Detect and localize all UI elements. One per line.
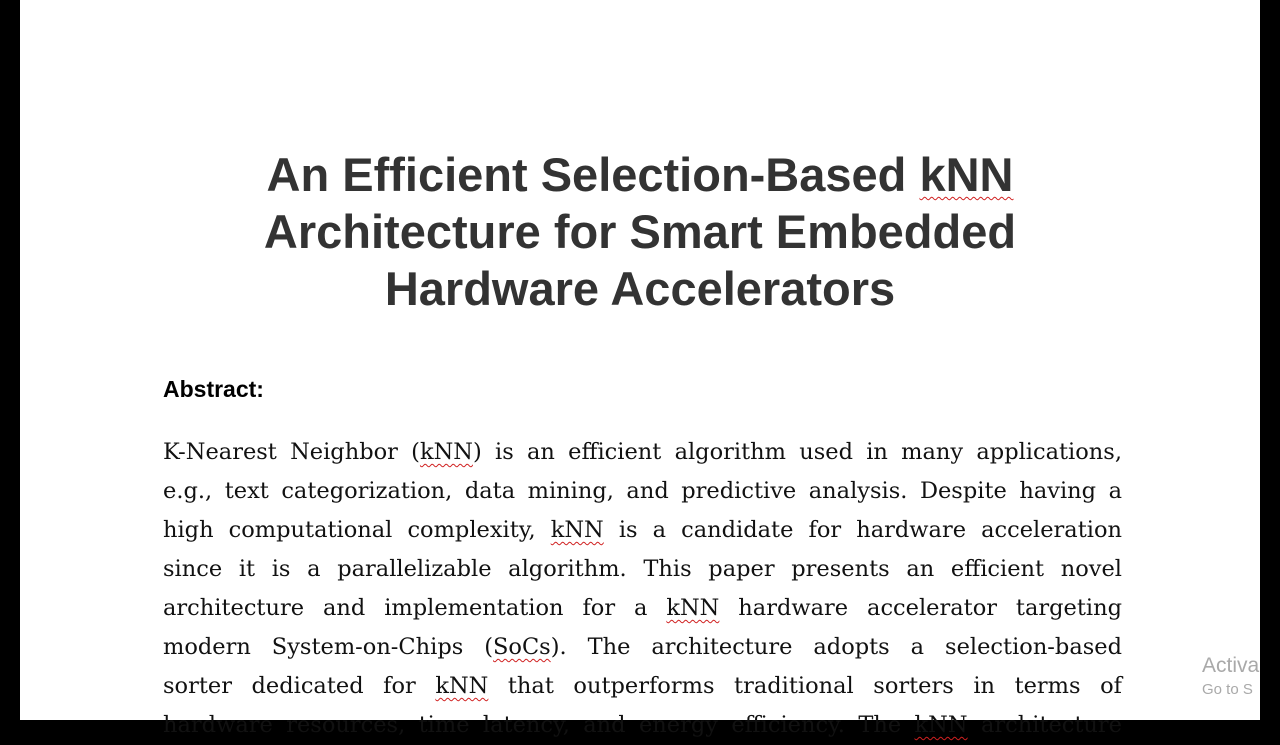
document-page xyxy=(20,0,1260,738)
title-line-3: Hardware Accelerators xyxy=(384,262,896,315)
spellcheck-word: kNN xyxy=(435,673,489,699)
watermark-line-2: Go to S xyxy=(1202,681,1253,698)
document-title xyxy=(20,146,1260,317)
title-line-1-text: An Efficient Selection-Based kNN xyxy=(266,148,1014,201)
abstract-line-1: K-Nearest Neighbor (kNN) is an efficient algorithm used in many applications, xyxy=(163,439,1122,465)
abstract-body xyxy=(163,433,1122,745)
abstract-line-2: e.g., text categorization, data mining, and predictive analysis. Despite having a xyxy=(163,478,1122,504)
abstract-line-4: since it is a parallelizable algorithm. This paper presents an efficient novel xyxy=(163,556,1122,582)
abstract-line-6: modern System-on-Chips (SoCs). The architecture adopts a selection-based xyxy=(163,634,1122,660)
abstract-heading: Abstract: xyxy=(163,376,264,402)
spellcheck-word: kNN xyxy=(666,595,720,621)
spellcheck-word: kNN xyxy=(914,712,968,738)
abstract-line-7: sorter dedicated for kNN that outperforms traditional sorters in terms of xyxy=(163,673,1122,699)
watermark-line-1: Activa xyxy=(1202,654,1260,677)
title-line-1 xyxy=(20,146,1260,203)
abstract-line-8: hardware resources, time latency, and energy efficiency. The kNN architecture xyxy=(163,712,1122,738)
spellcheck-word: kNN xyxy=(550,517,604,543)
title-line-2: Architecture for Smart Embedded xyxy=(263,205,1017,258)
spellcheck-word: kNN xyxy=(919,148,1014,201)
spellcheck-word: SoCs xyxy=(493,634,551,660)
abstract-line-3: high computational complexity, kNN is a candidate for hardware acceleration xyxy=(163,517,1122,543)
spellcheck-word: kNN xyxy=(419,439,473,465)
abstract-line-5: architecture and implementation for a kNN hardware accelerator targeting xyxy=(163,595,1122,621)
